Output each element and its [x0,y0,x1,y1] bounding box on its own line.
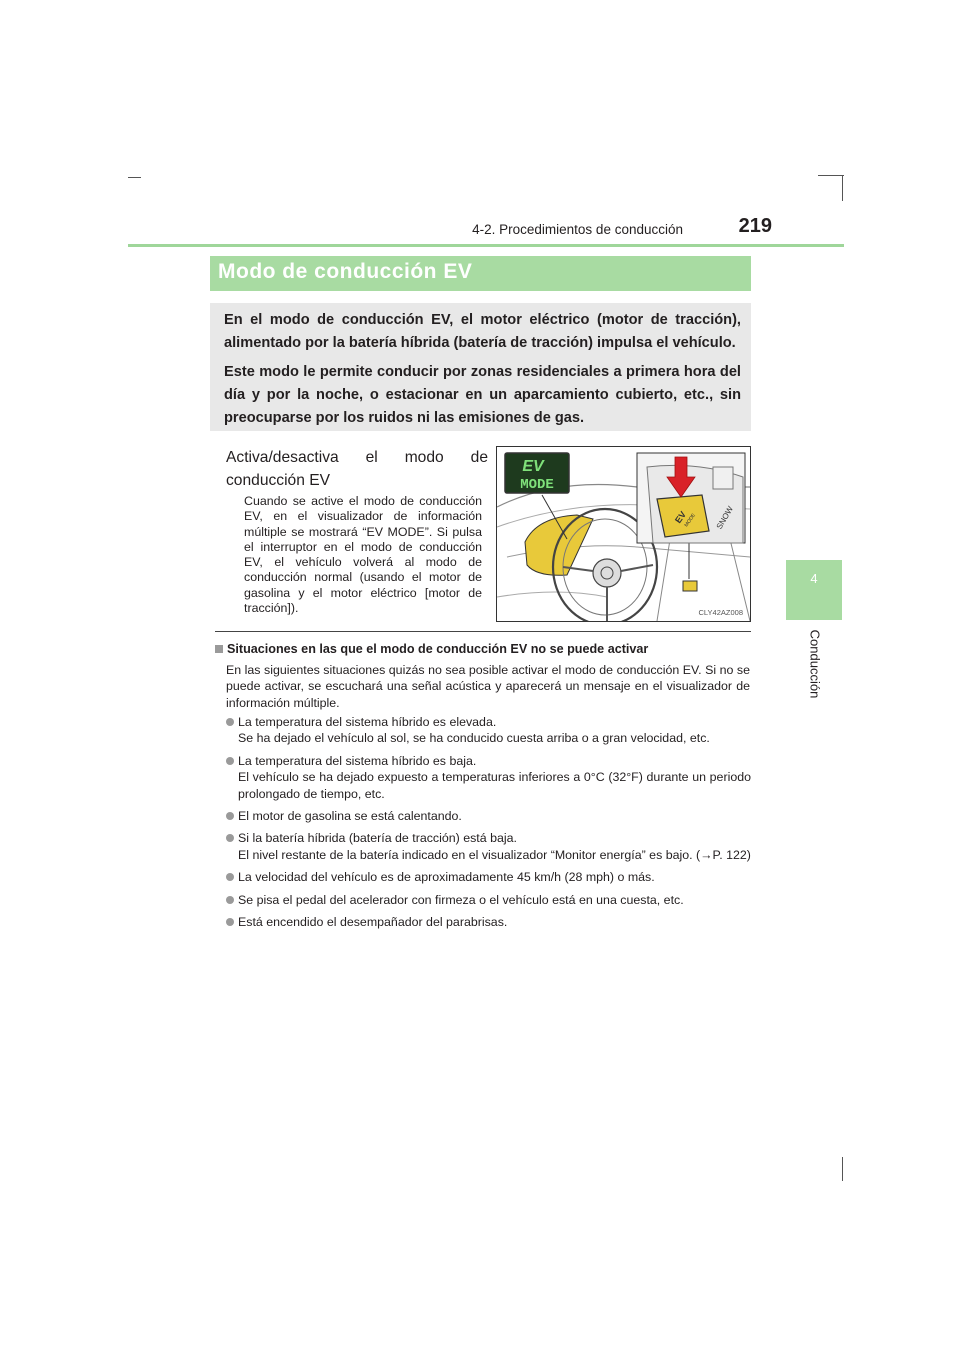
list-item-title: La temperatura del sistema híbrido es elevada. [238,715,497,729]
bullet-icon [226,873,234,881]
bullet-icon [226,834,234,842]
situations-heading [215,642,751,656]
bullet-icon [226,896,234,904]
bullet-icon [226,812,234,820]
crop-mark [842,1157,843,1181]
step-description: Cuando se active el modo de conducción EV, en el visualizador de información múltiple se mostrará “EV MODE”. Si pulsa el interruptor en el modo de conducción EV, el vehículo volverá al modo de conducción normal (usando el motor de gasolina y el motor eléctrico [motor de tracción]). [244,494,482,616]
list-item-detail: Se ha dejado el vehículo al sol, se ha conducido cuesta arriba o a gran velocidad, etc. [238,731,710,746]
chapter-tab [786,560,842,620]
situations-heading-text: Situaciones en las que el modo de conducción EV no se puede activar [227,642,649,656]
ev-mode-display-mode: MODE [520,477,554,493]
list-item [226,714,751,747]
list-item-title: Está encendido el desempañador del parabrisas. [238,915,508,930]
step-title: Activa/desactiva el modo de conducción EV [226,449,488,489]
list-item [226,914,751,930]
list-item [226,869,751,885]
ev-switch-sublabel: MODE [683,512,697,529]
list-item-detail: El nivel restante de la batería indicado en el visualizador “Monitor energía” es bajo. (→P. 122) [238,847,751,862]
list-item [226,892,751,908]
intro-paragraph: En el modo de conducción EV, el motor eléctrico (motor de tracción), alimentado por la batería híbrida (batería de tracción) impulsa el vehículo. [224,312,741,351]
figure-code: CLY42AZ008 [698,608,743,617]
crop-mark [842,175,843,201]
header-rule [128,244,844,247]
chapter-name [804,625,826,703]
ev-mode-display-ev: EV [522,458,544,475]
console-switch [683,581,697,591]
list-item-title: Si la batería híbrida (batería de tracción) está baja. [238,831,517,846]
crop-mark [818,175,844,176]
square-bullet-icon [215,645,223,653]
snow-switch-label: SNOW [714,504,735,531]
bullet-icon [226,718,234,726]
situations-description: En las siguientes situaciones quizás no sea posible activar el modo de conducción EV. Si no se puede activar, se escuchará una señal acústica y aparecerá un mensaje en el visualizador de información múltiple. [226,663,750,710]
sport-switch [713,467,733,489]
situations-list [226,714,751,936]
console-outline [497,592,607,597]
ev-mode-illustration [496,446,751,622]
intro-box [210,303,751,431]
ev-switch-label: EV [673,509,689,526]
intro-paragraph: Este modo le permite conducir por zonas residenciales a primera hora del día y por la noche, o estacionar en un aparcamiento cubierto, etc., sin preocuparse por los ruidos ni las emisiones de gas. [224,364,741,426]
running-header-section: 4-2. Procedimientos de conducción [472,222,683,237]
steering-hub [593,559,621,587]
section-title: Modo de conducción EV [218,260,473,283]
bullet-icon [226,757,234,765]
list-item [226,753,751,802]
page-number: 219 [738,215,772,237]
ev-mode-illustration-svg [497,447,750,621]
chapter-number: 4 [810,571,818,586]
list-item [226,808,751,824]
list-item-title: La velocidad del vehículo es de aproximadamente 45 km/h (28 mph) o más. [238,870,655,885]
list-item-title: El motor de gasolina se está calentando. [238,809,462,824]
list-item-detail: El vehículo se ha dejado expuesto a temperaturas inferiores a 0°C (32°F) durante un periodo prolongado de tiempo, etc. [238,770,751,801]
chapter-name-text: Conducción [807,629,823,699]
list-item-title: Se pisa el pedal del acelerador con firmeza o el vehículo está en una cuesta, etc. [238,892,684,907]
bullet-icon [226,918,234,926]
section-rule [215,631,751,632]
list-item-title: La temperatura del sistema híbrido es baja. [238,753,477,768]
list-item [226,830,751,863]
crop-mark [128,177,141,178]
section-title-bar [210,256,751,291]
